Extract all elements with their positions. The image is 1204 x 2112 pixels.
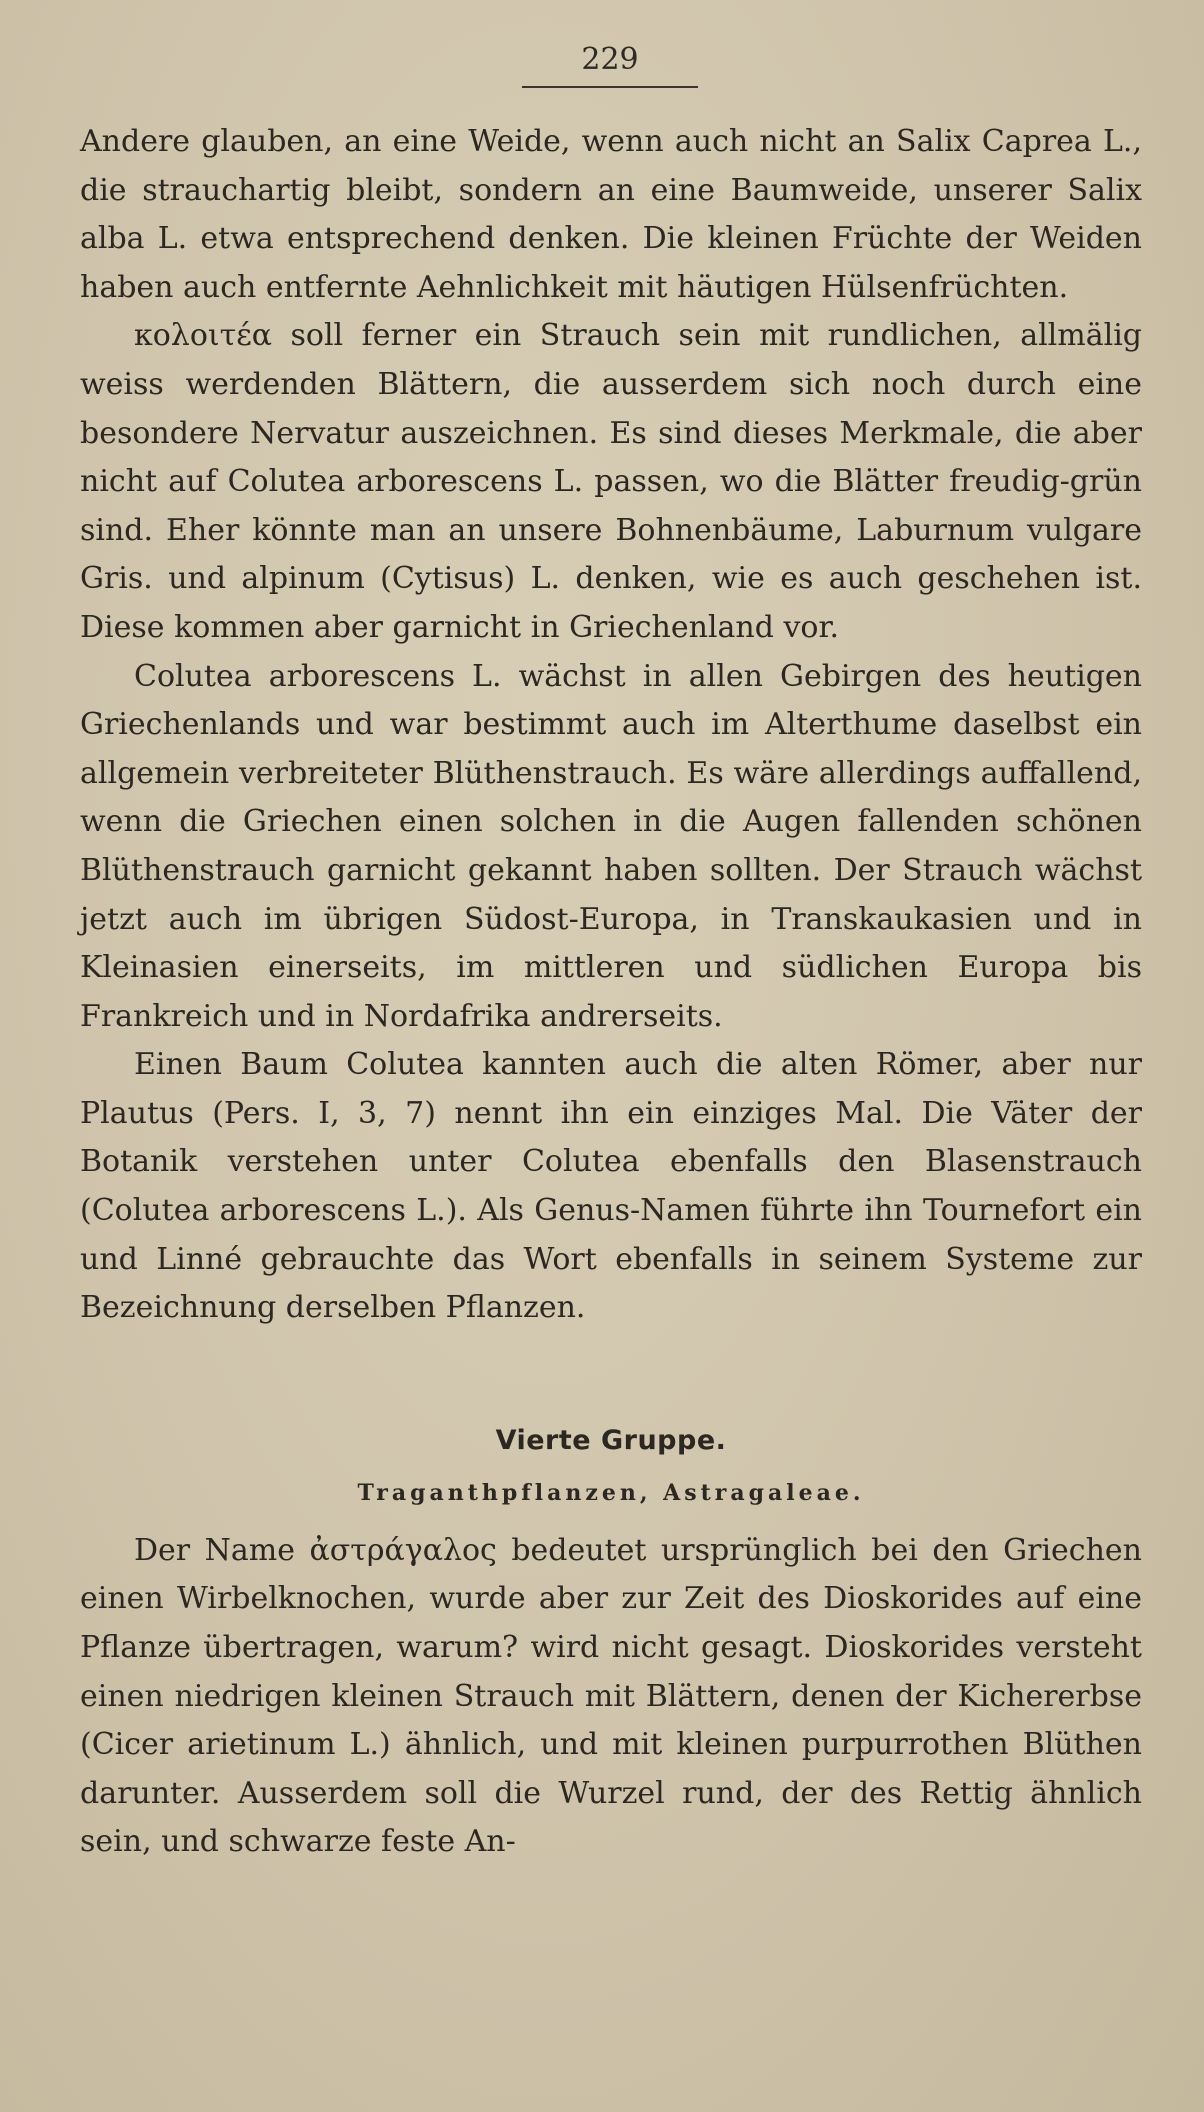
paragraph-colutea-distribution: Colutea arborescens L. wächst in allen Gebirgen des heutigen Griechenlands und war bestimmt auch im Alterthume daselbst ein allgemein verbreiteter Blüthenstrauch. Es wäre allerdings auffallend, wenn die Griechen einen solchen in die Augen fallenden schönen Blüthenstrauch garnicht gekannt haben sollten. Der Strauch wächst jetzt auch im übrigen Südost-Europa, in Transkaukasien und in Kleinasien einerseits, im mittleren und südlichen Europa bis Frankreich und in Nordafrika andrerseits.	[80, 658, 1142, 1034]
paragraph-salix-continuation: Andere glauben, an eine Weide, wenn auch nicht an Salix Caprea L., die strauchartig bleibt, sondern an eine Baumweide, unserer Salix alba L. etwa entsprechend denken. Die kleinen Früchte der Weiden haben auch entfernte Aehnlichkeit mit häutigen Hülsenfrüchten.	[80, 124, 1142, 305]
page-number: 229	[581, 42, 639, 77]
section-subheading: Traganthpflanzen, Astragaleae.	[357, 1479, 865, 1506]
paragraph-astragalos: Der Name ἀστράγαλος bedeutet ursprünglich bei den Griechen einen Wirbelknochen, wurde aber zur Zeit des Dioskorides auf eine Pflanze übertragen, warum? wird nicht gesagt. Dioskorides versteht einen niedrigen kleinen Strauch mit Blättern, denen der Kichererbse (Cicer arietinum L.) ähnlich, und mit kleinen purpurrothen Blüthen darunter. Ausserdem soll die Wurzel rund, der des Rettig ähnlich sein, und schwarze feste An-	[80, 1532, 1142, 1860]
section-heading: Vierte Gruppe.	[495, 1424, 727, 1456]
section-spacer	[80, 1333, 1142, 1419]
page-content	[80, 118, 1142, 1867]
paragraph-koloitea: κολοιτέα soll ferner ein Strauch sein mit rundlichen, allmälig weiss werdenden Blättern, die ausserdem sich noch durch eine besondere Nervatur auszeichnen. Es sind dieses Merkmale, die aber nicht auf Colutea arborescens L. passen, wo die Blätter freudig-grün sind. Eher könnte man an unsere Bohnenbäume, Laburnum vulgare Gris. und alpinum (Cytisus) L. denken, wie es auch geschehen ist. Diese kommen aber garnicht in Griechenland vor.	[80, 318, 1142, 645]
page-number-rule	[522, 86, 698, 88]
paragraph-colutea-romans: Einen Baum Colutea kannten auch die alten Römer, aber nur Plautus (Pers. I, 3, 7) nennt ihn ein einziges Mal. Die Väter der Botanik verstehen unter Colutea ebenfalls den Blasenstrauch (Colutea arborescens L.). Als Genus-Namen führte ihn Tournefort ein und Linné gebrauchte das Wort ebenfalls in seinem Systeme zur Bezeichnung derselben Pflanzen.	[80, 1047, 1142, 1326]
